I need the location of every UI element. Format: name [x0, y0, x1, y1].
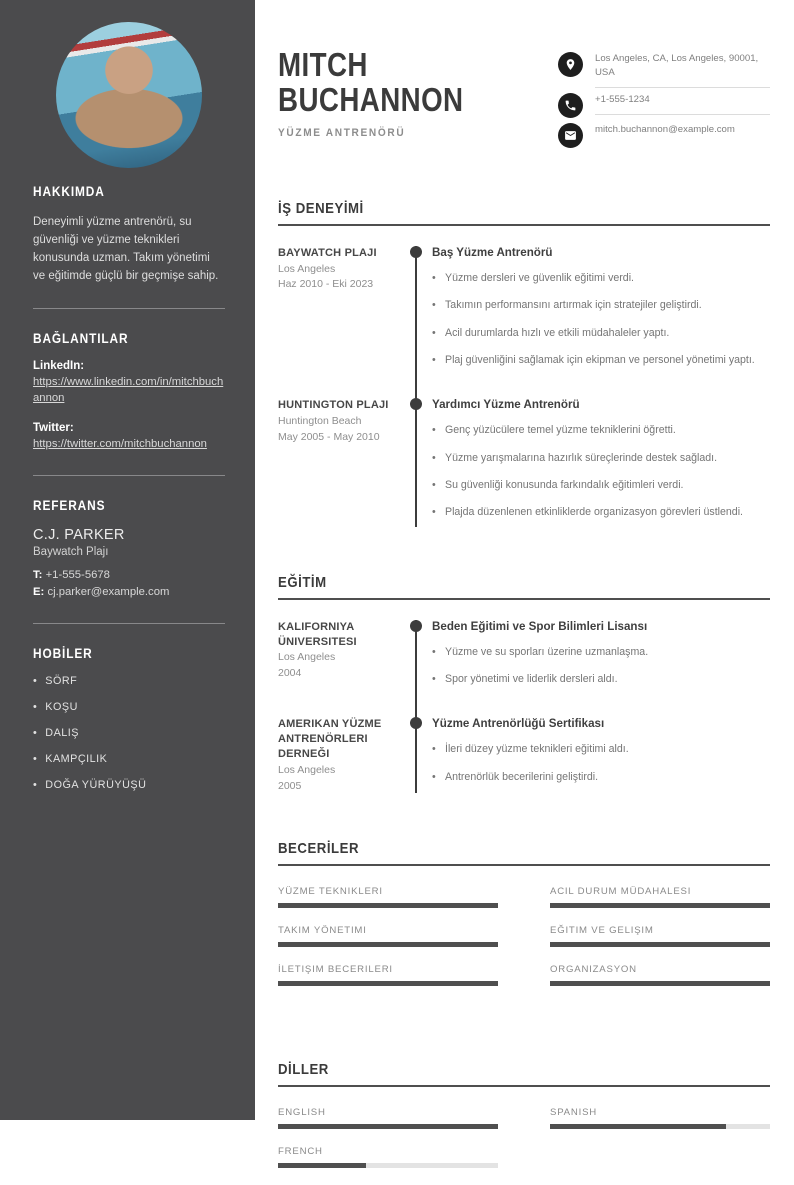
languages-column-right [550, 1107, 770, 1185]
degree-bullet: • İleri düzey yüzme teknikleri eğitimi aldı. [432, 742, 770, 757]
reference-name: C.J. PARKER [33, 526, 125, 543]
skills-heading: BECERİLER [278, 840, 360, 858]
twitter-link-group [33, 422, 225, 452]
reference-heading: REFERANS [33, 497, 106, 513]
languages-column-left [278, 1107, 498, 1185]
company-dates: May 2005 - May 2010 [278, 430, 380, 443]
school-location: Los Angeles [278, 651, 336, 664]
experience-heading: İŞ DENEYİMİ [278, 199, 364, 217]
name-block [278, 48, 499, 153]
skill-bar-track [278, 942, 498, 947]
skills-section [278, 840, 770, 1003]
section-rule [278, 598, 770, 600]
skill-meter [550, 964, 770, 986]
skill-label: ORGANIZASYON [550, 964, 637, 976]
language-bar-fill [278, 1124, 498, 1129]
skill-bar-fill [550, 942, 770, 947]
links-heading: BAĞLANTILAR [33, 330, 129, 346]
degree-bullet: • Yüzme ve su sporları üzerine uzmanlaşma. [432, 645, 770, 660]
education-entry-meta [278, 717, 415, 793]
school-name: KALIFORNIYA ÜNIVERSITESI [278, 620, 357, 648]
last-name: BUCHANNON [278, 80, 464, 118]
school-dates: 2004 [278, 667, 302, 680]
skill-meter [550, 925, 770, 947]
languages-grid [278, 1107, 770, 1185]
job-bullet: • Acil durumlarda hızlı ve etkili müdahaleler yaptı. [432, 326, 770, 341]
degree-title: Beden Eğitimi ve Spor Bilimleri Lisansı [432, 619, 648, 633]
company-location: Huntington Beach [278, 415, 362, 428]
section-rule [278, 224, 770, 226]
languages-section [278, 1061, 770, 1185]
language-bar-track [550, 1124, 770, 1129]
timeline-dot-icon [410, 246, 422, 258]
first-name: MITCH [278, 46, 368, 83]
degree-bullets [432, 645, 770, 688]
header [278, 48, 770, 153]
location-icon [558, 52, 583, 77]
linkedin-label: LinkedIn: [33, 359, 85, 372]
reference-phone-label: T: [33, 568, 43, 581]
education-entry [278, 620, 770, 718]
contact-location-row [558, 52, 770, 88]
hobby-list [33, 675, 225, 791]
job-bullet: • Plaj güvenliğini sağlamak için ekipman ve personel yönetimi yaptı. [432, 353, 770, 368]
language-label: ENGLISH [278, 1107, 326, 1119]
degree-bullets [432, 742, 770, 785]
sidebar-divider [33, 475, 225, 476]
school-name: AMERIKAN YÜZME ANTRENÖRLERI DERNEĞI [278, 718, 382, 761]
experience-entry-body [415, 398, 770, 526]
contact-email-row [558, 123, 770, 148]
sidebar-divider [33, 623, 225, 624]
contact-email: mitch.buchannon@example.com [595, 123, 735, 135]
timeline-dot-icon [410, 717, 422, 729]
reference-phone [33, 567, 225, 584]
sidebar-divider [33, 308, 225, 309]
experience-section [278, 200, 770, 527]
job-title: YÜZME ANTRENÖRÜ [278, 126, 406, 139]
skill-label: ACIL DURUM MÜDAHALESI [550, 886, 692, 898]
skill-label: TAKIM YÖNETIMI [278, 925, 367, 937]
job-role: Baş Yüzme Antrenörü [432, 245, 553, 259]
education-entries [278, 620, 770, 794]
reference-email-value: cj.parker@example.com [47, 585, 170, 598]
skill-bar-track [278, 903, 498, 908]
skill-bar-fill [550, 981, 770, 986]
reference-email [33, 584, 225, 601]
timeline-dot-icon [410, 620, 422, 632]
language-meter [278, 1146, 498, 1168]
company-name: HUNTINGTON PLAJI [278, 399, 389, 412]
school-dates: 2005 [278, 779, 302, 792]
skill-bar-track [278, 981, 498, 986]
skill-bar-track [550, 942, 770, 947]
email-icon [558, 123, 583, 148]
degree-title: Yüzme Antrenörlüğü Sertifikası [432, 717, 605, 731]
skill-bar-track [550, 903, 770, 908]
main-content [255, 0, 794, 1158]
contact-block [558, 52, 770, 153]
skill-label: İLETIŞIM BECERILERI [278, 964, 393, 976]
skill-bar-fill [550, 903, 770, 908]
section-rule [278, 864, 770, 866]
skill-bar-fill [278, 942, 498, 947]
reference-phone-value: +1-555-5678 [45, 568, 110, 581]
about-text: Deneyimli yüzme antrenörü, su güvenliği ve yüzme teknikleri konusunda uzman. Takım yönetimi ve eğitimde güçlü bir geçmişe sahip. [33, 216, 219, 283]
hobbies-section [33, 646, 225, 791]
skill-meter [550, 886, 770, 908]
language-bar-track [278, 1124, 498, 1129]
about-heading: HAKKIMDA [33, 184, 105, 199]
about-section [33, 184, 225, 286]
job-bullets [432, 423, 770, 520]
job-bullet: • Plajda düzenlenen etkinliklerde organizasyon görevleri üstlendi. [432, 505, 770, 520]
hobbies-heading: HOBİLER [33, 645, 93, 661]
phone-icon [558, 93, 583, 118]
linkedin-link-group [33, 360, 225, 407]
degree-bullet: • Spor yönetimi ve liderlik dersleri aldı. [432, 672, 770, 687]
job-bullet: • Su güvenliği konusunda farkındalık eğitimleri verdi. [432, 478, 770, 493]
job-bullets [432, 271, 770, 368]
hobby-item: • DOĞA YÜRÜYÜŞÜ [33, 779, 225, 791]
contact-location: Los Angeles, CA, Los Angeles, 90001, USA [595, 52, 770, 88]
hobby-item: • SÖRF [33, 675, 225, 687]
hobby-item: • DALIŞ [33, 727, 225, 739]
language-meter [278, 1107, 498, 1129]
profile-photo-wrap [33, 22, 225, 168]
education-entry [278, 717, 770, 793]
skill-bar-fill [278, 981, 498, 986]
experience-entry-body [415, 246, 770, 398]
twitter-link[interactable]: https://twitter.com/mitchbuchannon [33, 438, 207, 451]
job-bullet: • Genç yüzücülere temel yüzme tekniklerini öğretti. [432, 423, 770, 438]
job-bullet: • Yüzme dersleri ve güvenlik eğitimi verdi. [432, 271, 770, 286]
skills-column-left [278, 886, 498, 1003]
job-bullet: • Takımın performansını artırmak için stratejiler geliştirdi. [432, 298, 770, 313]
reference-section [33, 498, 225, 601]
job-role: Yardımcı Yüzme Antrenörü [432, 398, 580, 412]
education-entry-meta [278, 620, 415, 718]
links-section [33, 331, 225, 453]
language-bar-track [278, 1163, 498, 1168]
company-name: BAYWATCH PLAJI [278, 246, 377, 259]
skill-bar-fill [278, 903, 498, 908]
education-section [278, 574, 770, 794]
language-meter [550, 1107, 770, 1129]
timeline-dot-icon [410, 398, 422, 410]
skill-meter [278, 925, 498, 947]
language-label: FRENCH [278, 1146, 323, 1158]
degree-bullet: • Antrenörlük becerilerini geliştirdi. [432, 770, 770, 785]
contact-phone-row [558, 93, 770, 118]
language-bar-fill [550, 1124, 726, 1129]
reference-organization: Baywatch Plajı [33, 545, 109, 558]
skill-meter [278, 886, 498, 908]
skill-bar-track [550, 981, 770, 986]
reference-email-label: E: [33, 585, 45, 598]
company-location: Los Angeles [278, 262, 336, 275]
education-heading: EĞİTİM [278, 573, 327, 591]
section-rule [278, 1085, 770, 1087]
experience-entry-meta [278, 246, 415, 398]
language-bar-fill [278, 1163, 366, 1168]
company-dates: Haz 2010 - Eki 2023 [278, 278, 374, 291]
contact-phone: +1-555-1234 [595, 93, 770, 115]
school-location: Los Angeles [278, 763, 336, 776]
skill-label: EĞITIM VE GELIŞIM [550, 925, 654, 937]
sidebar [0, 0, 255, 1120]
experience-entry-meta [278, 398, 415, 526]
job-bullet: • Yüzme yarışmalarına hazırlık süreçlerinde destek sağladı. [432, 451, 770, 466]
skills-grid [278, 886, 770, 1003]
education-entry-body [415, 620, 770, 718]
experience-entries [278, 246, 770, 527]
languages-heading: DİLLER [278, 1061, 329, 1079]
hobby-item: • KAMPÇILIK [33, 753, 225, 765]
hobby-item: • KOŞU [33, 701, 225, 713]
twitter-label: Twitter: [33, 422, 74, 435]
experience-entry [278, 246, 770, 398]
linkedin-link[interactable]: https://www.linkedin.com/in/mitchbuchannon [33, 375, 224, 404]
skill-meter [278, 964, 498, 986]
experience-entry [278, 398, 770, 526]
skills-column-right [550, 886, 770, 1003]
language-label: SPANISH [550, 1107, 598, 1119]
skill-label: YÜZME TEKNIKLERI [278, 886, 383, 898]
profile-photo [56, 22, 202, 168]
education-entry-body [415, 717, 770, 793]
